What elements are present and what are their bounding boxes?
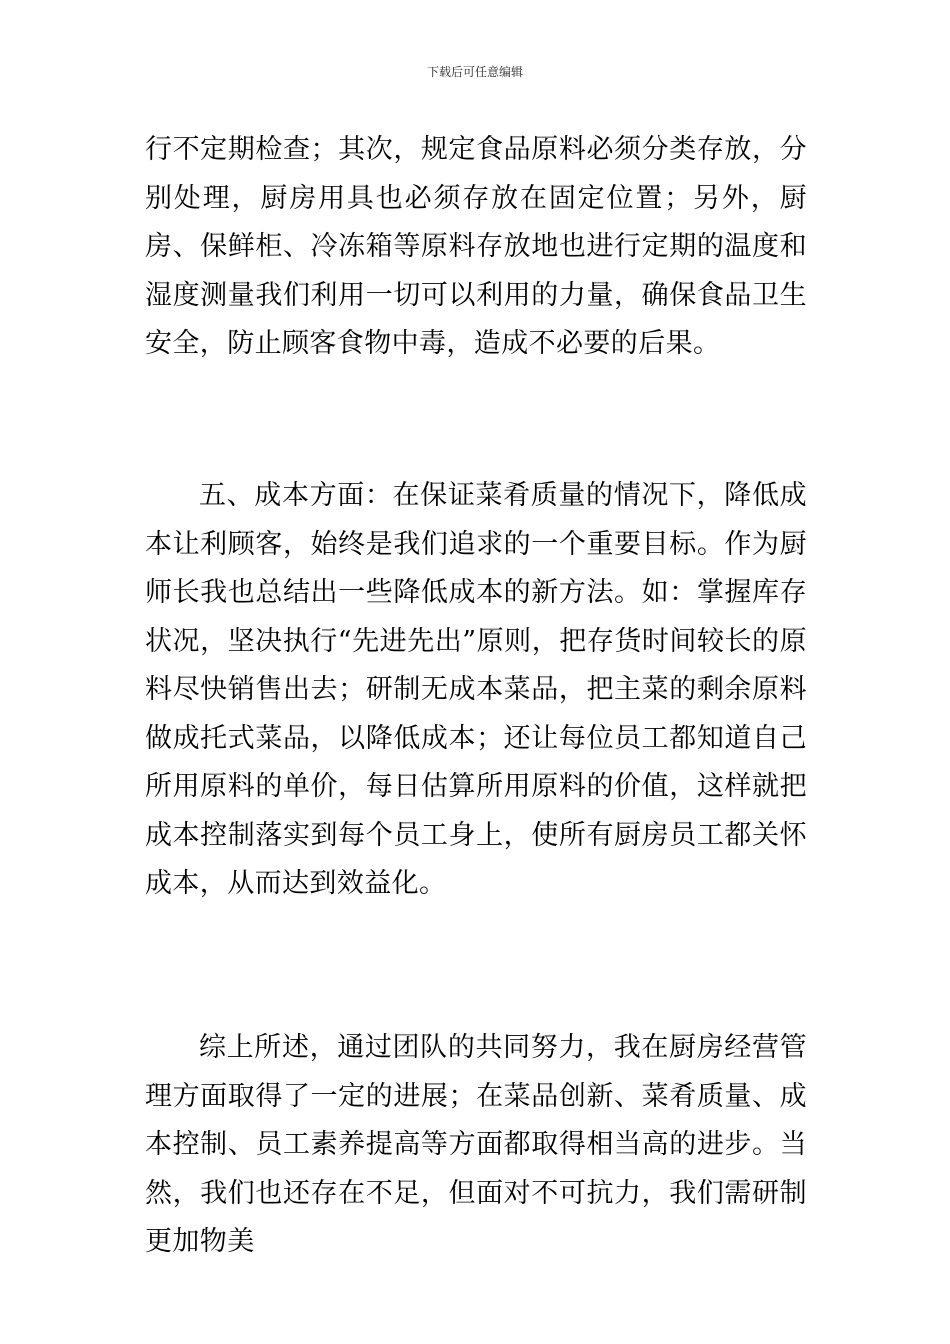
page-header-note: 下载后可任意编辑 <box>426 65 523 79</box>
paragraph-food-safety: 行不定期检查；其次，规定食品原料必须分类存放，分别处理，厨房用具也必须存放在固定位置；另外，厨房、保鲜柜、冷冻箱等原料存放地也进行定期的温度和湿度测量我们利用一切可以利用的力量，确保食品卫生安全，防止顾客食物中毒，造成不必要的后果。 <box>145 134 807 359</box>
paragraph-cost-control: 五、成本方面：在保证菜肴质量的情况下，降低成本让利顾客，始终是我们追求的一个重要目标。作为厨师长我也总结出一些降低成本的新方法。如：掌握库存状况，坚决执行“先进先出”原则，把存货时间较长的原料尽快销售出去；研制无成本菜品，把主菜的剩余原料做成托式菜品，以降低成本；还让每位员工都知道自己所用原料的单价，每日估算所用原料的价值，这样就把成本控制落实到每个员工身上，使所有厨房员工都关怀成本，从而达到效益化。 <box>145 480 807 899</box>
paragraph-summary: 综上所述，通过团队的共同努力，我在厨房经营管理方面取得了一定的进展；在菜品创新、菜肴质量、成本控制、员工素养提高等方面都取得相当高的进步。当然，我们也还存在不足，但面对不可抗力，我们需研制更加物美 <box>145 1032 807 1257</box>
